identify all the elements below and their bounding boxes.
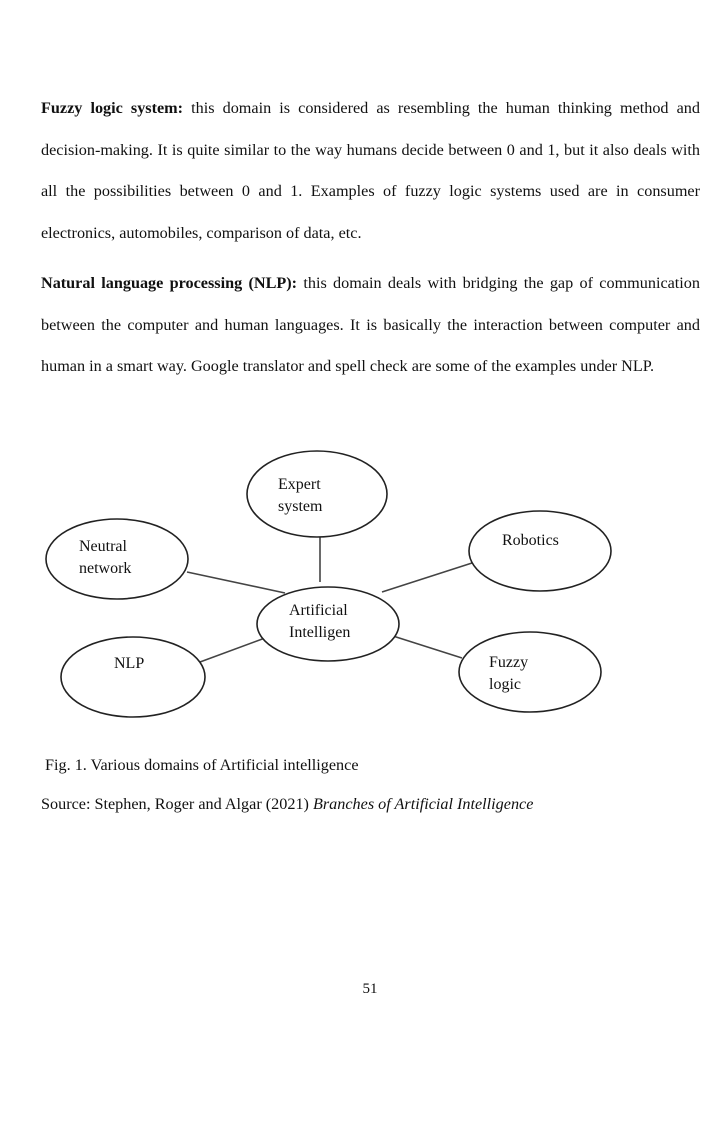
- node-fuzzy-label-2: logic: [489, 676, 521, 693]
- node-neural-label-2: network: [79, 560, 132, 577]
- node-nlp: [61, 637, 205, 717]
- figure-source: [41, 795, 533, 814]
- paragraph-nlp: [41, 263, 700, 388]
- node-nlp-label: NLP: [114, 655, 145, 672]
- node-center-label-1: Artificial: [289, 602, 348, 619]
- term-nlp: Natural language processing (NLP):: [41, 274, 298, 292]
- figure-source-prefix: Source: Stephen, Roger and Algar (2021): [41, 795, 313, 813]
- paragraph-fuzzy-logic-text: this domain is considered as resembling the human thinking method and decision-making. It is quite similar to the way humans decide between 0 and 1, but it also deals with all the possibilities between 0 and 1. Examples of fuzzy logic systems used are in consumer electronics, automobiles, comparison of data, etc.: [41, 99, 700, 242]
- node-robotics: [469, 511, 611, 591]
- node-expert-label-1: Expert: [278, 476, 321, 493]
- node-neural-label-1: Neutral: [79, 538, 127, 555]
- node-center-label-2: Intelligen: [289, 624, 351, 641]
- paragraph-fuzzy-logic: [41, 88, 700, 254]
- node-expert: [247, 451, 387, 537]
- ai-domains-svg: [0, 440, 720, 740]
- figure-source-title: Branches of Artificial Intelligence: [312, 795, 534, 813]
- paragraph-nlp-text: this domain deals with bridging the gap of communication between the computer and human languages. It is basically the interaction between computer and human in a smart way. Google translator and spell check are some of the examples under NLP.: [41, 274, 700, 375]
- node-robotics-label: Robotics: [502, 532, 559, 549]
- connector-nlp: [200, 638, 265, 662]
- ai-domains-diagram: [0, 440, 720, 740]
- term-fuzzy-logic: Fuzzy logic system:: [41, 99, 184, 117]
- node-fuzzy: [459, 632, 601, 712]
- node-expert-label-2: system: [278, 498, 323, 515]
- node-neural: [46, 519, 188, 599]
- connector-neural: [187, 572, 285, 593]
- figure-caption: Fig. 1. Various domains of Artificial intelligence: [45, 756, 359, 774]
- page-number: 51: [362, 981, 378, 997]
- connector-robotics: [382, 563, 472, 592]
- node-fuzzy-label-1: Fuzzy: [489, 654, 529, 671]
- connector-fuzzy: [393, 636, 462, 658]
